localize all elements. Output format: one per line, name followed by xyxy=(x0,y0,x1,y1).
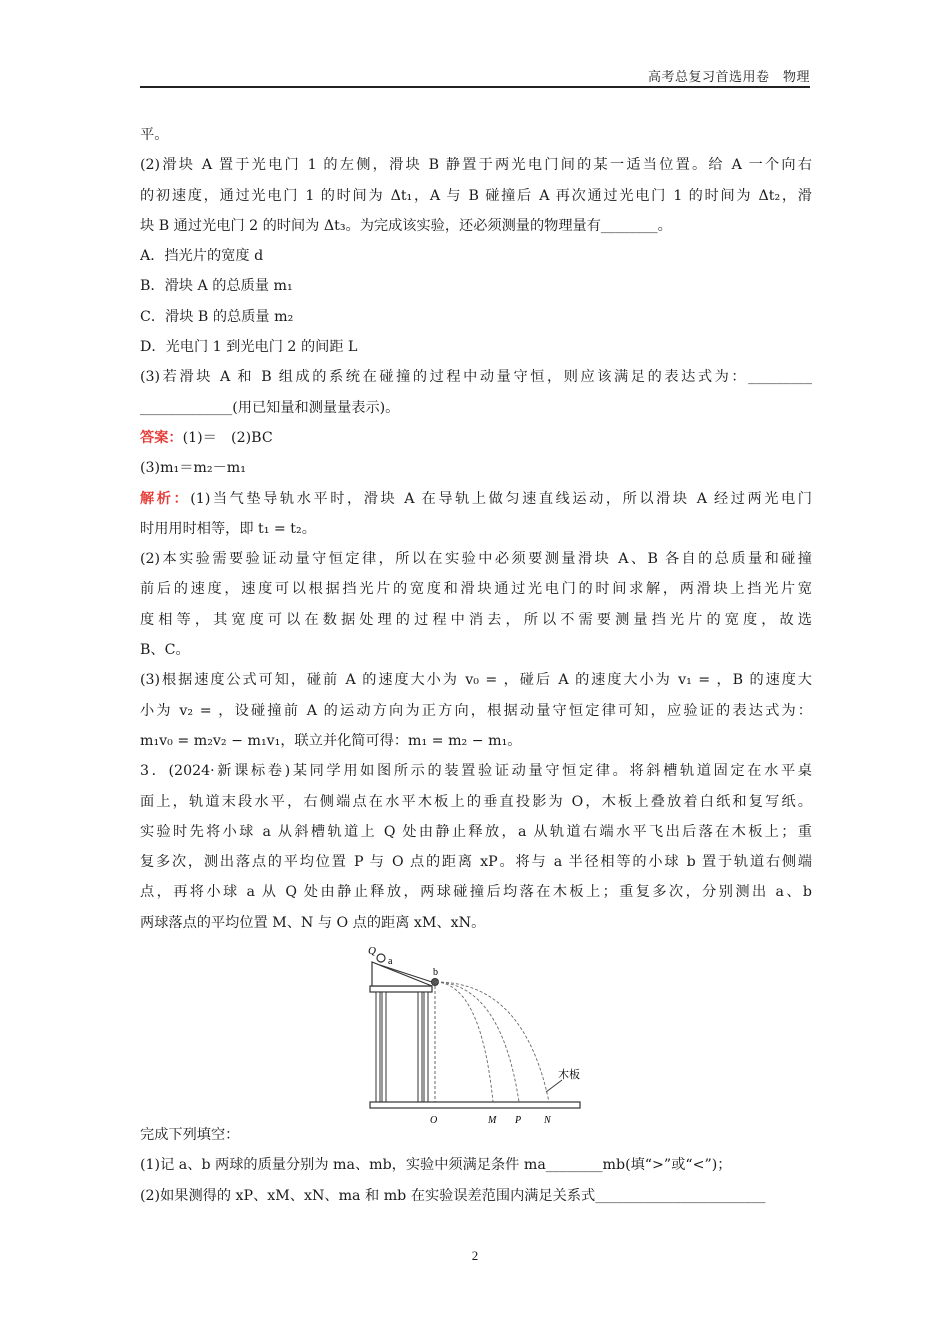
table-leg-right-inner xyxy=(418,992,422,1102)
apparatus-diagram xyxy=(366,942,586,1127)
wooden-board xyxy=(370,1102,580,1108)
question-3-line: 实验时先将小球 a 从斜槽轨道上 Q 处由静止释放，a 从轨道右端水平飞出后落在木板上；重 xyxy=(140,823,812,840)
answer-label: 答案： xyxy=(140,429,183,446)
label-b: b xyxy=(433,967,438,979)
header-title: 高考总复习首选用卷 物理 xyxy=(647,70,810,85)
question-3-line: 两球落点的平均位置 M、N 与 O 点的距离 xM、xN。 xyxy=(140,914,486,931)
fill-in-item-2: (2)如果测得的 xP、xM、xN、ma 和 mb 在实验误差范围内满足关系式________________________ xyxy=(140,1187,766,1204)
table-leg-left-inner xyxy=(382,992,386,1102)
label-a: a xyxy=(388,956,393,968)
question-3-line: 复多次，测出落点的平均位置 P 与 O 点的距离 xP。将与 a 半径相等的小球 b 置于轨道右侧端 xyxy=(140,854,812,871)
answer-part1: (1)＝ (2)BC xyxy=(182,429,273,446)
board-pointer xyxy=(546,1080,562,1092)
analysis-line: 度相等，其宽度可以在数据处理的过程中消去，所以不需要测量挡光片的宽度，故选 xyxy=(140,611,812,628)
label-board: 木板 xyxy=(558,1069,580,1082)
experiment-figure xyxy=(140,938,812,1127)
fill-in-intro: 完成下列填空： xyxy=(140,1127,240,1144)
answer-part2: (3)m₁＝m₂－m₁ xyxy=(140,460,246,477)
question-3-line: 面上，轨道末段水平，右侧端点在水平木板上的垂直投影为 O，木板上叠放着白纸和复写纸。 xyxy=(140,793,812,810)
table-leg-right xyxy=(424,992,428,1102)
option-b: B．滑块 A 的总质量 m₁ xyxy=(140,278,293,295)
label-n: N xyxy=(544,1115,551,1127)
analysis-line: (3)根据速度公式可知，碰前 A 的速度大小为 v₀ = ，碰后 A 的速度大小为 v₁ = ，B 的速度大 xyxy=(140,672,812,689)
option-a: A．挡光片的宽度 d xyxy=(140,248,264,265)
text-line: (2)滑块 A 置于光电门 1 的左侧，滑块 B 静置于两光电门间的某一适当位置。给 A 一个向右 xyxy=(140,157,812,174)
analysis-line: m₁v₀ = m₂v₂ − m₁v₁，联立并化简可得：m₁ = m₂ − m₁。 xyxy=(140,732,522,749)
trajectory-p xyxy=(436,982,519,1102)
text-line: _____________(用已知量和测量量表示)。 xyxy=(140,399,400,416)
page-number: 2 xyxy=(471,1248,479,1263)
label-o: O xyxy=(430,1115,438,1127)
table-leg-left xyxy=(376,992,380,1102)
analysis-first-line: (1)当气垫导轨水平时，滑块 A 在导轨上做匀速直线运动，所以滑块 A 经过两光电门 xyxy=(190,490,812,507)
option-c: C．滑块 B 的总质量 m₂ xyxy=(140,308,294,325)
trajectory-n xyxy=(436,982,549,1102)
ball-a xyxy=(377,954,385,962)
analysis-line: 小为 v₂ = ，设碰撞前 A 的运动方向为正方向，根据动量守恒定律可知，应验证的表达式为： xyxy=(140,702,812,719)
table-top xyxy=(370,986,432,992)
question-3-line: 3．(2024·新课标卷)某同学用如图所示的装置验证动量守恒定律。将斜槽轨道固定在水平桌 xyxy=(140,763,812,780)
page-header xyxy=(140,64,810,88)
analysis-line: 前后的速度，速度可以根据挡光片的宽度和滑块通过光电门的时间求解，两滑块上挡光片宽 xyxy=(140,581,812,598)
question-3-line: 点，再将小球 a 从 Q 处由静止释放，两球碰撞后均落在木板上；重复多次，分别测出 a、b xyxy=(140,884,812,901)
analysis-line xyxy=(140,484,812,514)
trajectory-m xyxy=(436,982,493,1102)
analysis-line: B、C。 xyxy=(140,642,190,659)
text-line: 平。 xyxy=(140,127,169,143)
text-line: 块 B 通过光电门 2 的时间为 Δt₃。为完成该实验，还必须测量的物理量有________。 xyxy=(140,217,672,234)
label-p: P xyxy=(515,1115,522,1127)
analysis-label: 解析： xyxy=(140,490,191,507)
analysis-line: 时用用时相等，即 t₁ = t₂。 xyxy=(140,520,316,537)
text-line: (3)若滑块 A 和 B 组成的系统在碰撞的过程中动量守恒，则应该满足的表达式为：_________ xyxy=(140,369,812,386)
option-d: D．光电门 1 到光电门 2 的间距 L xyxy=(140,339,358,356)
fill-in-item-1: (1)记 a、b 两球的质量分别为 ma、mb，实验中须满足条件 ma________mb(填“>”或“<”)； xyxy=(140,1157,732,1174)
analysis-line: (2)本实验需要验证动量守恒定律，所以在实验中必须要测量滑块 A、B 各自的总质量和碰撞 xyxy=(140,551,812,568)
answer-line xyxy=(140,423,812,453)
page-content xyxy=(140,120,812,1211)
label-q: Q xyxy=(368,945,376,958)
label-m: M xyxy=(488,1115,497,1127)
text-line: 的初速度，通过光电门 1 的时间为 Δt₁，A 与 B 碰撞后 A 再次通过光电门 1 的时间为 Δt₂，滑 xyxy=(140,187,812,204)
